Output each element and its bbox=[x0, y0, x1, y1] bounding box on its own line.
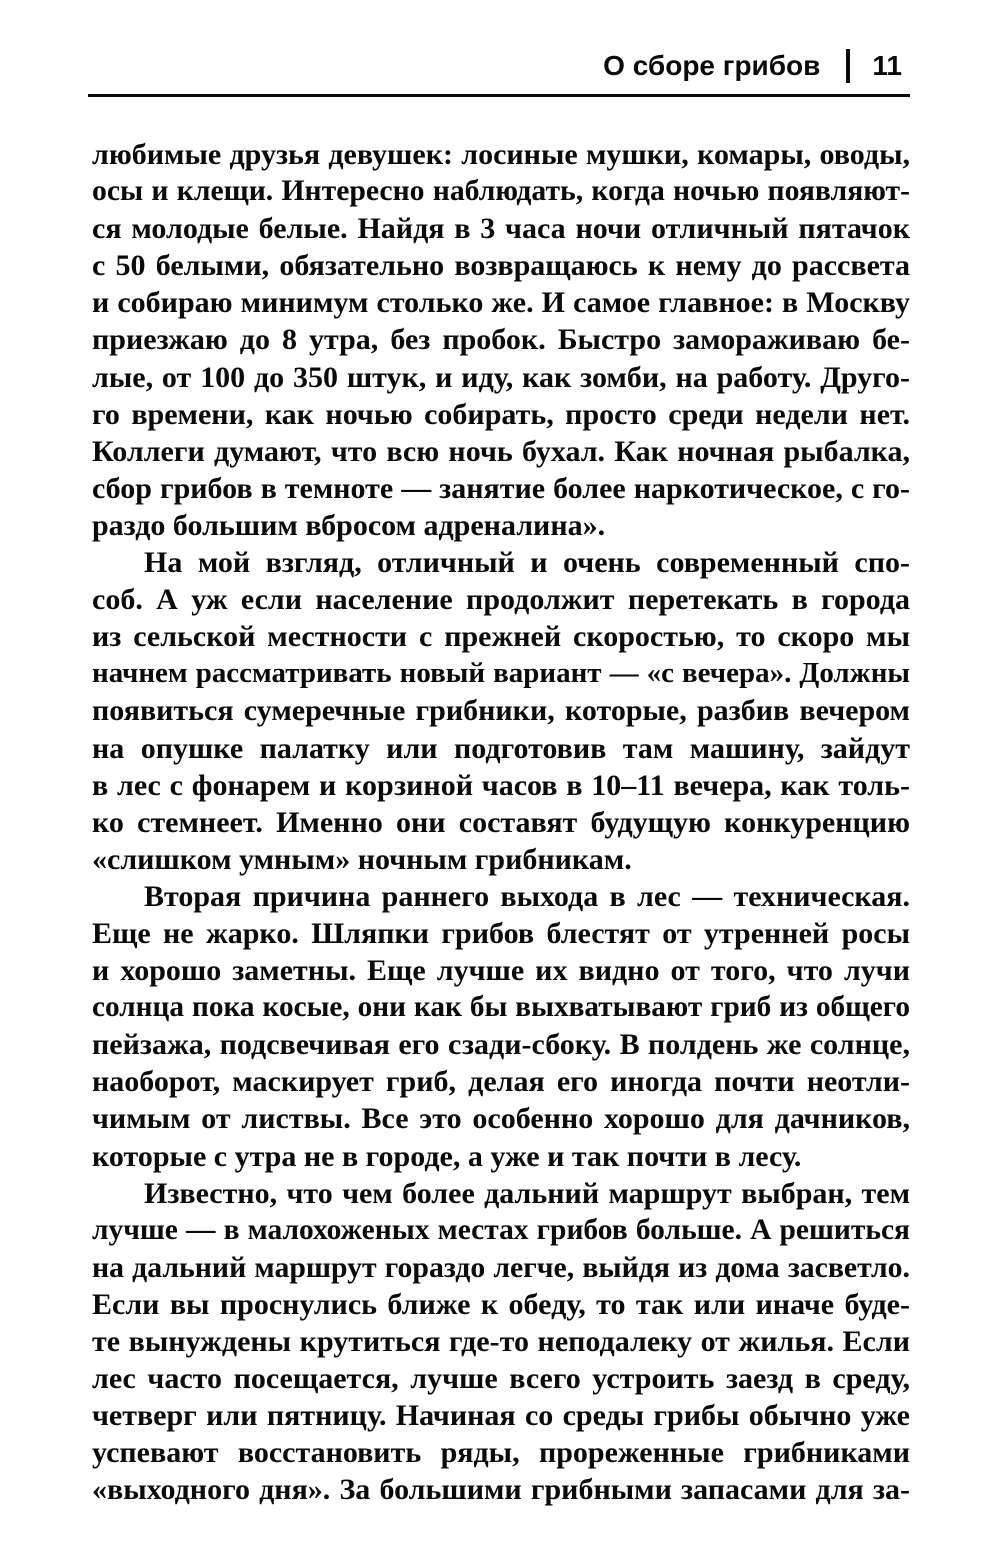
text-line: Если вы проснулись ближе к обеду, то так или иначе буде- bbox=[92, 1287, 910, 1321]
text-line: успевают восстановить ряды, прореженные грибниками bbox=[92, 1436, 910, 1470]
header-separator bbox=[846, 49, 850, 83]
running-header bbox=[88, 38, 910, 94]
text-line: Еще не жарко. Шляпки грибов блестят от утренней росы bbox=[92, 916, 910, 950]
body-text bbox=[92, 136, 910, 1508]
text-line: сбор грибов в темноте — занятие более наркотическое, с го- bbox=[92, 471, 910, 505]
text-line: Коллеги думают, что всю ночь бухал. Как ночная рыбалка, bbox=[92, 434, 910, 468]
text-line: «слишком умным» ночным грибникам. bbox=[92, 842, 632, 876]
text-line: на дальний маршрут гораздо легче, выйдя из дома засветло. bbox=[92, 1250, 910, 1284]
text-line: лес часто посещается, лучше всего устроить заезд в среду, bbox=[92, 1362, 910, 1396]
text-line: и собираю минимум столько же. И самое главное: в Москву bbox=[92, 286, 910, 320]
text-line: пейзажа, подсвечивая его сзади-сбоку. В полдень же солнце, bbox=[92, 1028, 910, 1062]
text-line: го времени, как ночью собирать, просто среди недели нет. bbox=[92, 397, 910, 431]
text-line: начнем рассматривать новый вариант — «с вечера». Должны bbox=[92, 657, 910, 690]
text-line: соб. А уж если население продолжит перетекать в города bbox=[92, 583, 910, 617]
text-line: на опушке палатку или подготовив там машину, зайдут bbox=[92, 731, 910, 765]
text-line: раздо большим вбросом адреналина». bbox=[92, 508, 606, 542]
text-line: наоборот, маскирует гриб, делая его иногда почти неотли- bbox=[92, 1065, 910, 1099]
text-line: с 50 белыми, обязательно возвращаюсь к нему до рассвета bbox=[92, 249, 910, 283]
text-line: осы и клещи. Интересно наблюдать, когда ночью появляют- bbox=[92, 175, 910, 208]
text-line: приезжаю до 8 утра, без пробок. Быстро замораживаю бе- bbox=[92, 323, 910, 357]
text-line: любимые друзья девушек: лосиные мушки, комары, оводы, bbox=[92, 138, 910, 171]
text-line: лучше — в малохоженых местах грибов больше. А решиться bbox=[92, 1213, 910, 1246]
text-line: Известно, что чем более дальний маршрут выбран, тем bbox=[144, 1176, 910, 1210]
text-line: те вынуждены крутиться где-то неподалеку от жилья. Если bbox=[92, 1325, 910, 1358]
text-line: которые с утра не в городе, а уже и так почти в лесу. bbox=[92, 1139, 802, 1173]
text-line: Вторая причина раннего выхода в лес — техническая. bbox=[144, 879, 910, 913]
text-line: из сельской местности с прежней скоростью, то скоро мы bbox=[92, 620, 910, 654]
text-line: появиться сумеречные грибники, которые, разбив вечером bbox=[92, 694, 910, 728]
text-line: «выходного дня». За большими грибными запасами для за- bbox=[92, 1473, 910, 1507]
text-line: лые, от 100 до 350 штук, и иду, как зомби, на работу. Друго- bbox=[92, 360, 910, 394]
text-line: ко стемнеет. Именно они составят будущую конкуренцию bbox=[92, 805, 910, 839]
page-number: 11 bbox=[872, 50, 902, 81]
text-line: чимым от листвы. Все это особенно хорошо для дачников, bbox=[92, 1102, 910, 1136]
text-line: солнца пока косые, они как бы выхватывают гриб из общего bbox=[92, 991, 910, 1024]
chapter-title: О сборе грибов bbox=[603, 50, 821, 81]
text-line: в лес с фонарем и корзиной часов в 10–11 вечера, как толь- bbox=[92, 768, 910, 802]
text-line: и хорошо заметны. Еще лучше их видно от того, что лучи bbox=[92, 954, 910, 988]
text-line: На мой взгляд, отличный и очень современный спо- bbox=[144, 546, 910, 580]
text-line: четверг или пятницу. Начиная со среды грибы обычно уже bbox=[92, 1399, 910, 1433]
text-line: ся молодые белые. Найдя в 3 часа ночи отличный пятачок bbox=[92, 212, 910, 246]
header-rule bbox=[88, 94, 910, 97]
